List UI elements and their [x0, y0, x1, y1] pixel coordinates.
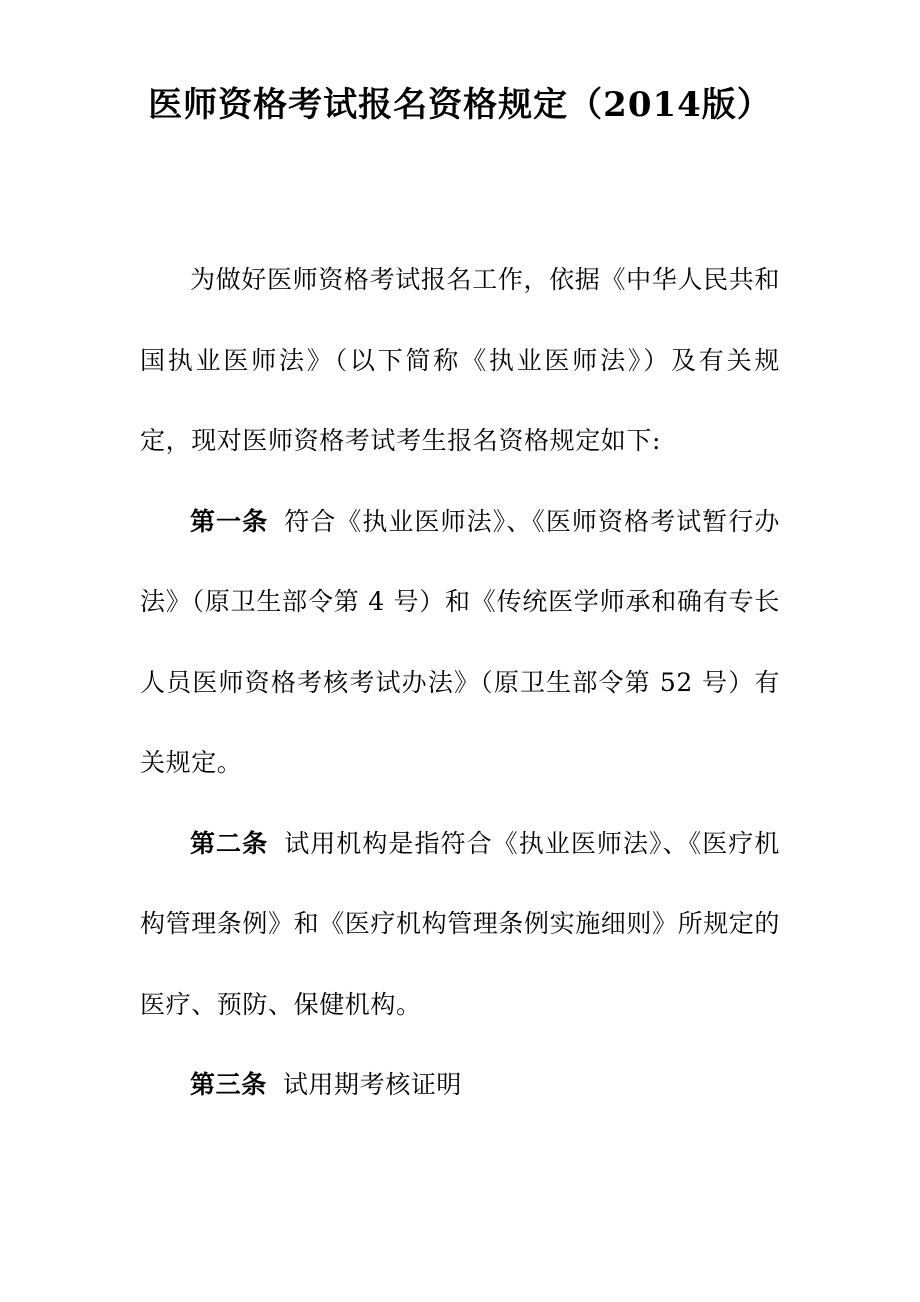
article-1-text: 符合《执业医师法》、《医师资格考试暂行办法》（原卫生部令第 4 号）和《传统医学师承和确有专长人员医师资格考核考试办法》（原卫生部令第 52 号）有关规定。: [140, 506, 780, 777]
article-1: [140, 482, 780, 804]
article-3-heading: 第三条: [190, 1070, 267, 1099]
article-2-heading: 第二条: [190, 828, 269, 858]
article-3-text: 试用期考核证明: [282, 1070, 463, 1099]
article-2: [140, 804, 780, 1046]
article-3: [140, 1045, 780, 1126]
article-2-text: 试用机构是指符合《执业医师法》、《医疗机构管理条例》和《医疗机构管理条例实施细则》所规定的医疗、预防、保健机构。: [140, 828, 781, 1019]
intro-paragraph: 为做好医师资格考试报名工作，依据《中华人民共和国执业医师法》（以下简称《执业医师法》）及有关规定，现对医师资格考试考生报名资格规定如下:: [140, 265, 780, 455]
document-body: [140, 240, 780, 1126]
article-1-heading: 第一条: [190, 506, 269, 536]
document-title: 医师资格考试报名资格规定（2014版）: [148, 85, 772, 125]
